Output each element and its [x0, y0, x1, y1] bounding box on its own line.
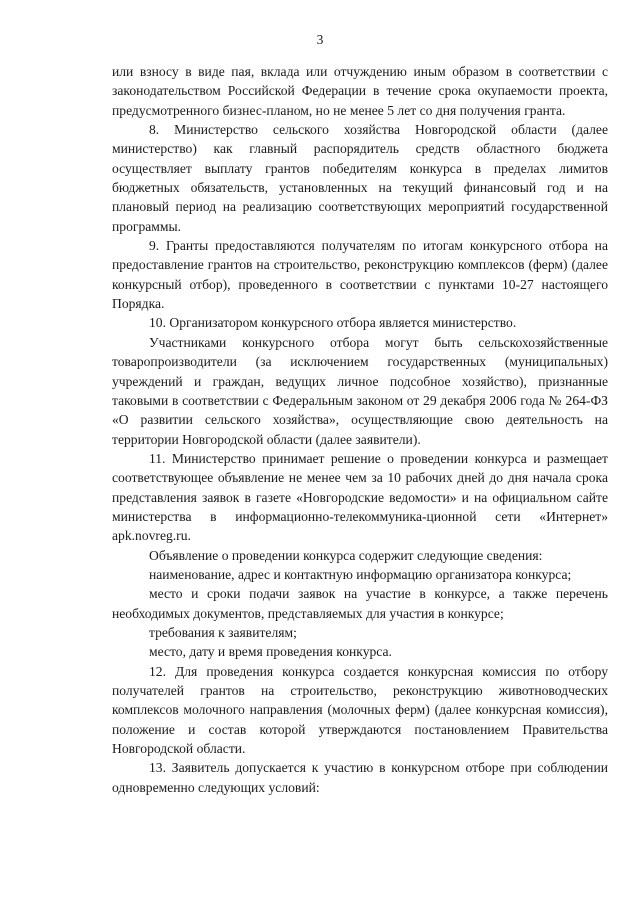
paragraph-9: 9. Гранты предоставляются получателям по итогам конкурсного отбора на предоставление грантов на строительство, реконструкцию комплексов (ферм) (далее конкурсный отбор), проведенного в соответствии с пунктами 10-27 настоящего Порядка.	[112, 238, 608, 312]
paragraph-announcement-intro: Объявление о проведении конкурса содержит следующие сведения:	[149, 547, 543, 563]
list-item-place-terms: место и сроки подачи заявок на участие в конкурсе, а также перечень необходимых документов, представляемых для участия в конкурсе;	[112, 586, 608, 621]
page-number: 3	[316, 32, 324, 47]
paragraph-continuation: или взносу в виде пая, вклада или отчуждению иным образом в соответствии с законодательством Российской Федерации в течение срока окупаемости проекта, предусмотренного бизнес-планом, но не менее 5 лет со дня получения гранта.	[112, 64, 608, 118]
document-body	[112, 62, 608, 797]
paragraph-11: 11. Министерство принимает решение о проведении конкурса и размещает соответствующее объявление не менее чем за 10 рабочих дней до дня начала срока представления заявок в газете «Новгородские ведомости» и на официальном сайте министерства в информационно-телекоммуника-ционной сети «Интернет» apk.novreg.ru.	[112, 450, 608, 544]
list-item-date-time: место, дату и время проведения конкурса.	[149, 644, 392, 660]
paragraph-12: 12. Для проведения конкурса создается конкурсная комиссия по отбору получателей грантов на строительство, реконструкцию животноводческих комплексов молочного направления (молочных ферм) (далее конкурсная комиссия), положение и состав которой утверждаются постановлением Правительства Новгородской области.	[112, 663, 608, 757]
paragraph-10: 10. Организатором конкурсного отбора является министерство.	[149, 315, 517, 331]
paragraph-13: 13. Заявитель допускается к участию в конкурсном отборе при соблюдении одновременно следующих условий:	[112, 760, 608, 795]
list-item-organizer: наименование, адрес и контактную информацию организатора конкурса;	[149, 566, 572, 582]
list-item-requirements: требования к заявителям;	[149, 624, 297, 640]
paragraph-8: 8. Министерство сельского хозяйства Новгородской области (далее министерство) как главный распорядитель средств областного бюджета осуществляет выплату грантов победителям конкурса в пределах лимитов бюджетных обязательств, установленных на текущий финансовый год и на плановый период на реализацию соответствующих мероприятий государственной программы.	[112, 122, 608, 234]
paragraph-participants: Участниками конкурсного отбора могут быть сельскохозяйственные товаропроизводители (за исключением государственных (муниципальных) учреждений и граждан, ведущих личное подсобное хозяйство), признанные таковыми в соответствии с Федеральным законом от 29 декабря 2006 года № 264-ФЗ «О развитии сельского хозяйства», осуществляющие свою деятельность на территории Новгородской области (далее заявители).	[112, 334, 608, 447]
